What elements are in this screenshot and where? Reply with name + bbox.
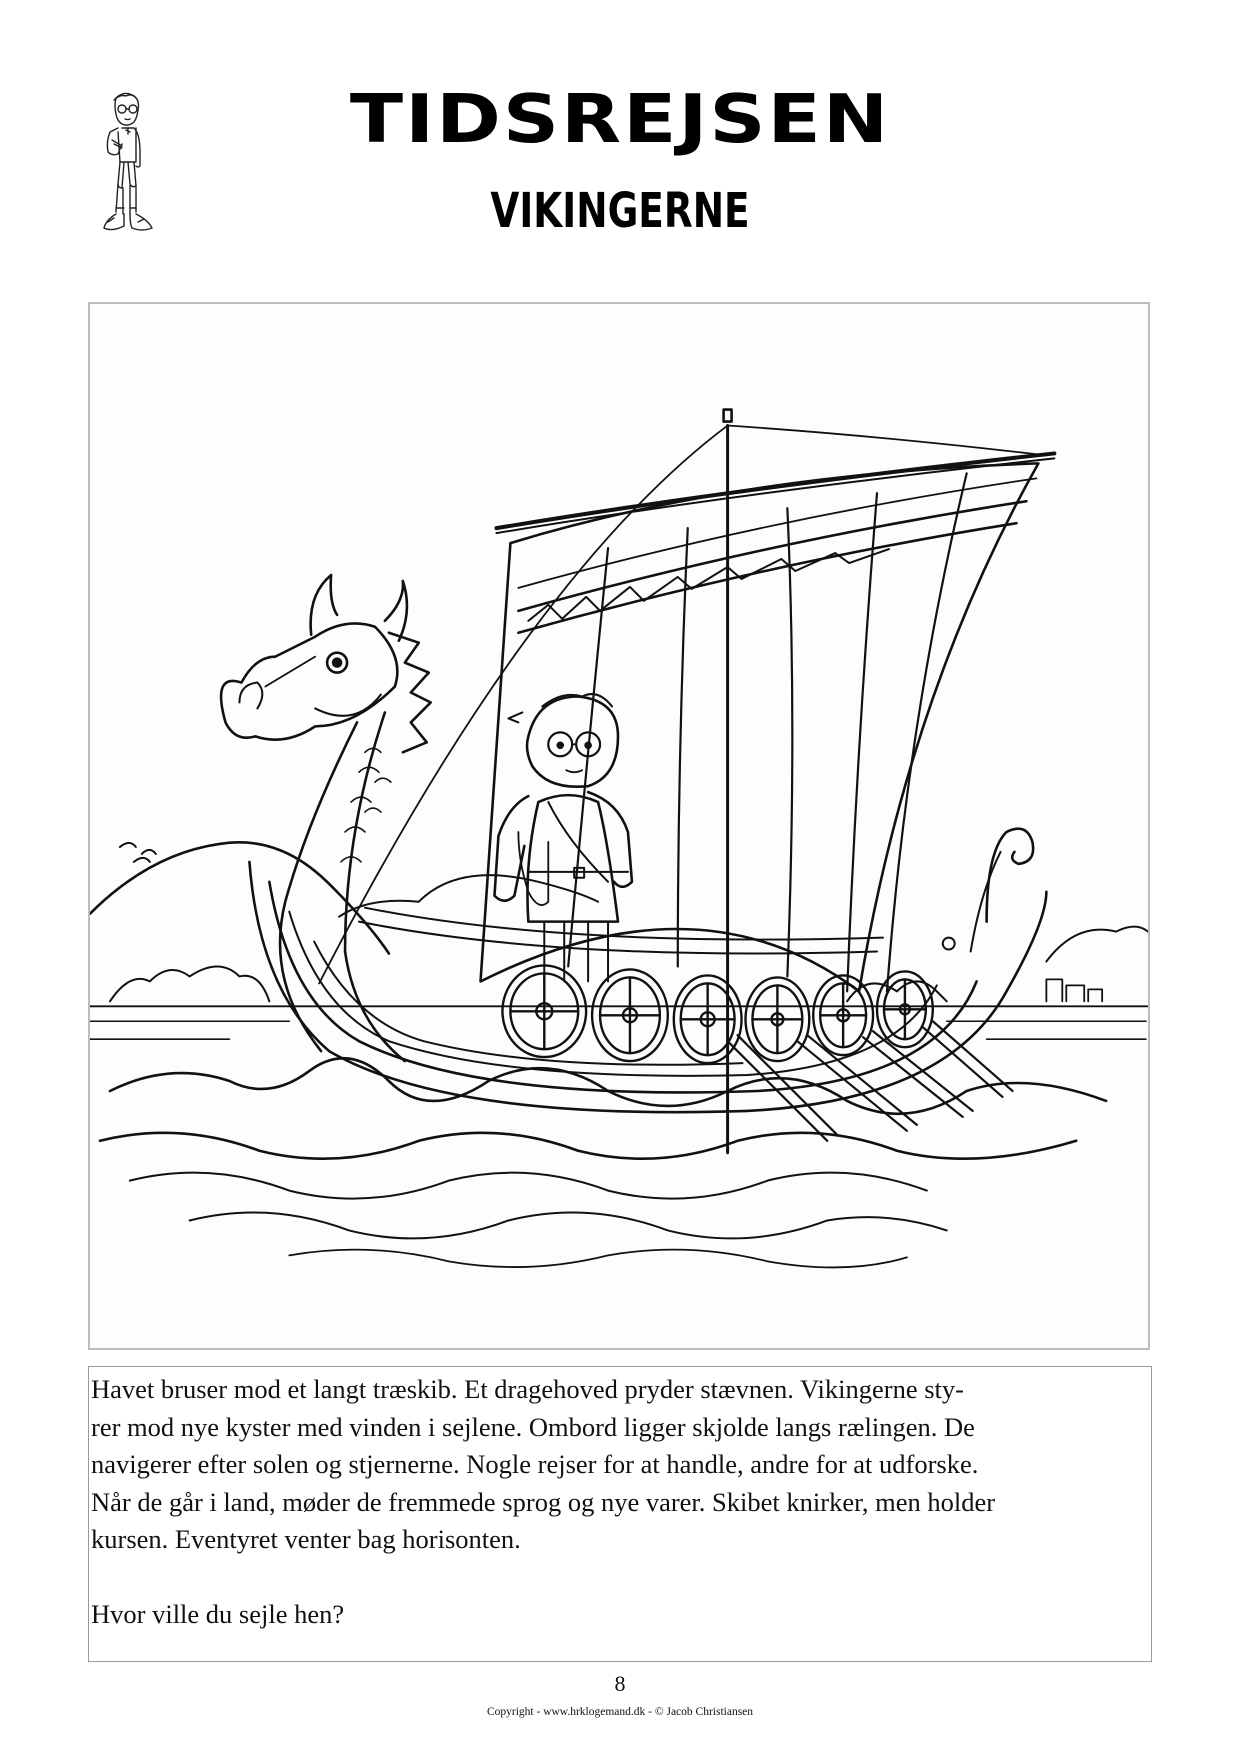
page-subtitle: VIKINGERNE — [490, 183, 750, 239]
page-title: TIDSREJSEN — [349, 80, 891, 159]
copyright-notice: Copyright - www.hrklogemand.dk - © Jacob Christiansen — [486, 1706, 754, 1718]
question-prompt: Hvor ville du sejle hen? — [91, 1598, 345, 1629]
story-text-box — [88, 1366, 1152, 1662]
story-paragraph — [91, 1371, 1147, 1559]
story-line: kursen. Eventyret venter bag horisonten. — [91, 1524, 521, 1554]
story-line: Havet bruser mod et langt træskib. Et dragehoved pryder stævnen. Vikingerne sty- — [91, 1374, 964, 1404]
story-line: Når de går i land, møder de fremmede sprog og nye varer. Skibet knirker, men holder — [91, 1486, 996, 1517]
illustration-frame — [88, 302, 1150, 1350]
viking-ship-illustration — [90, 304, 1148, 1348]
story-line: rer mod nye kyster med vinden i sejlene. Ombord ligger skjolde langs rælingen. De — [91, 1411, 975, 1442]
story-line: navigerer efter solen og stjernerne. Nogle rejser for at handle, andre for at udforske. — [91, 1449, 979, 1479]
page-number: 8 — [614, 1671, 626, 1696]
